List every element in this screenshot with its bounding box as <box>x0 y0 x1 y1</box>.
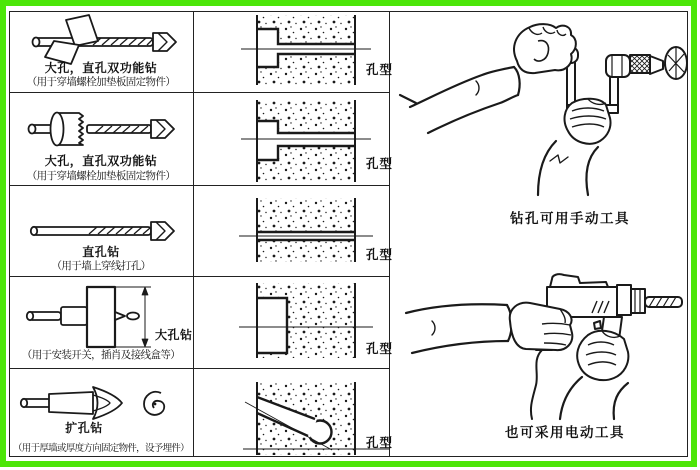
drill-1-note: （用于穿墙螺栓加垫板固定物件） <box>26 76 176 88</box>
drill-2-name: 大孔，直孔双功能钻 <box>44 154 158 168</box>
electric-tool-caption: 也可采用电动工具 <box>505 425 625 440</box>
manual-tool-caption: 钻孔可用手动工具 <box>510 211 630 226</box>
hand-brace-drill-illustration <box>392 11 688 209</box>
drill-5-note: （用于厚墙或厚度方向固定物件，设予埋件） <box>12 443 189 454</box>
drill-5-name: 扩孔钻 <box>65 421 103 435</box>
drill-4-note: （用于安装开关，插肖及接线盒等） <box>21 349 181 361</box>
hole-section-angled-keyhole <box>193 368 389 465</box>
drill-4-name: 大孔钻 <box>155 328 193 342</box>
column-divider-right <box>389 11 390 457</box>
hole-type-label-3: 孔型 <box>366 248 394 262</box>
hole-type-label-1: 孔型 <box>366 63 394 77</box>
hole-type-label-5: 孔型 <box>366 436 394 450</box>
hole-type-label-4: 孔型 <box>366 342 394 356</box>
drill-3-name: 直孔钻 <box>82 245 120 259</box>
drill-2-note: （用于穿墙螺栓加垫板固定物件） <box>26 170 176 182</box>
hole-section-counterbore-1 <box>193 11 389 92</box>
hole-section-blind-box <box>193 276 389 368</box>
electric-drill-illustration <box>392 253 688 421</box>
hole-section-straight <box>193 185 389 276</box>
hole-type-label-2: 孔型 <box>366 157 394 171</box>
drill-1-name: 大孔，直孔双功能钻 <box>44 61 158 75</box>
hole-section-counterbore-2 <box>193 92 389 185</box>
drill-3-note: （用于墙上穿线打孔） <box>51 260 151 272</box>
